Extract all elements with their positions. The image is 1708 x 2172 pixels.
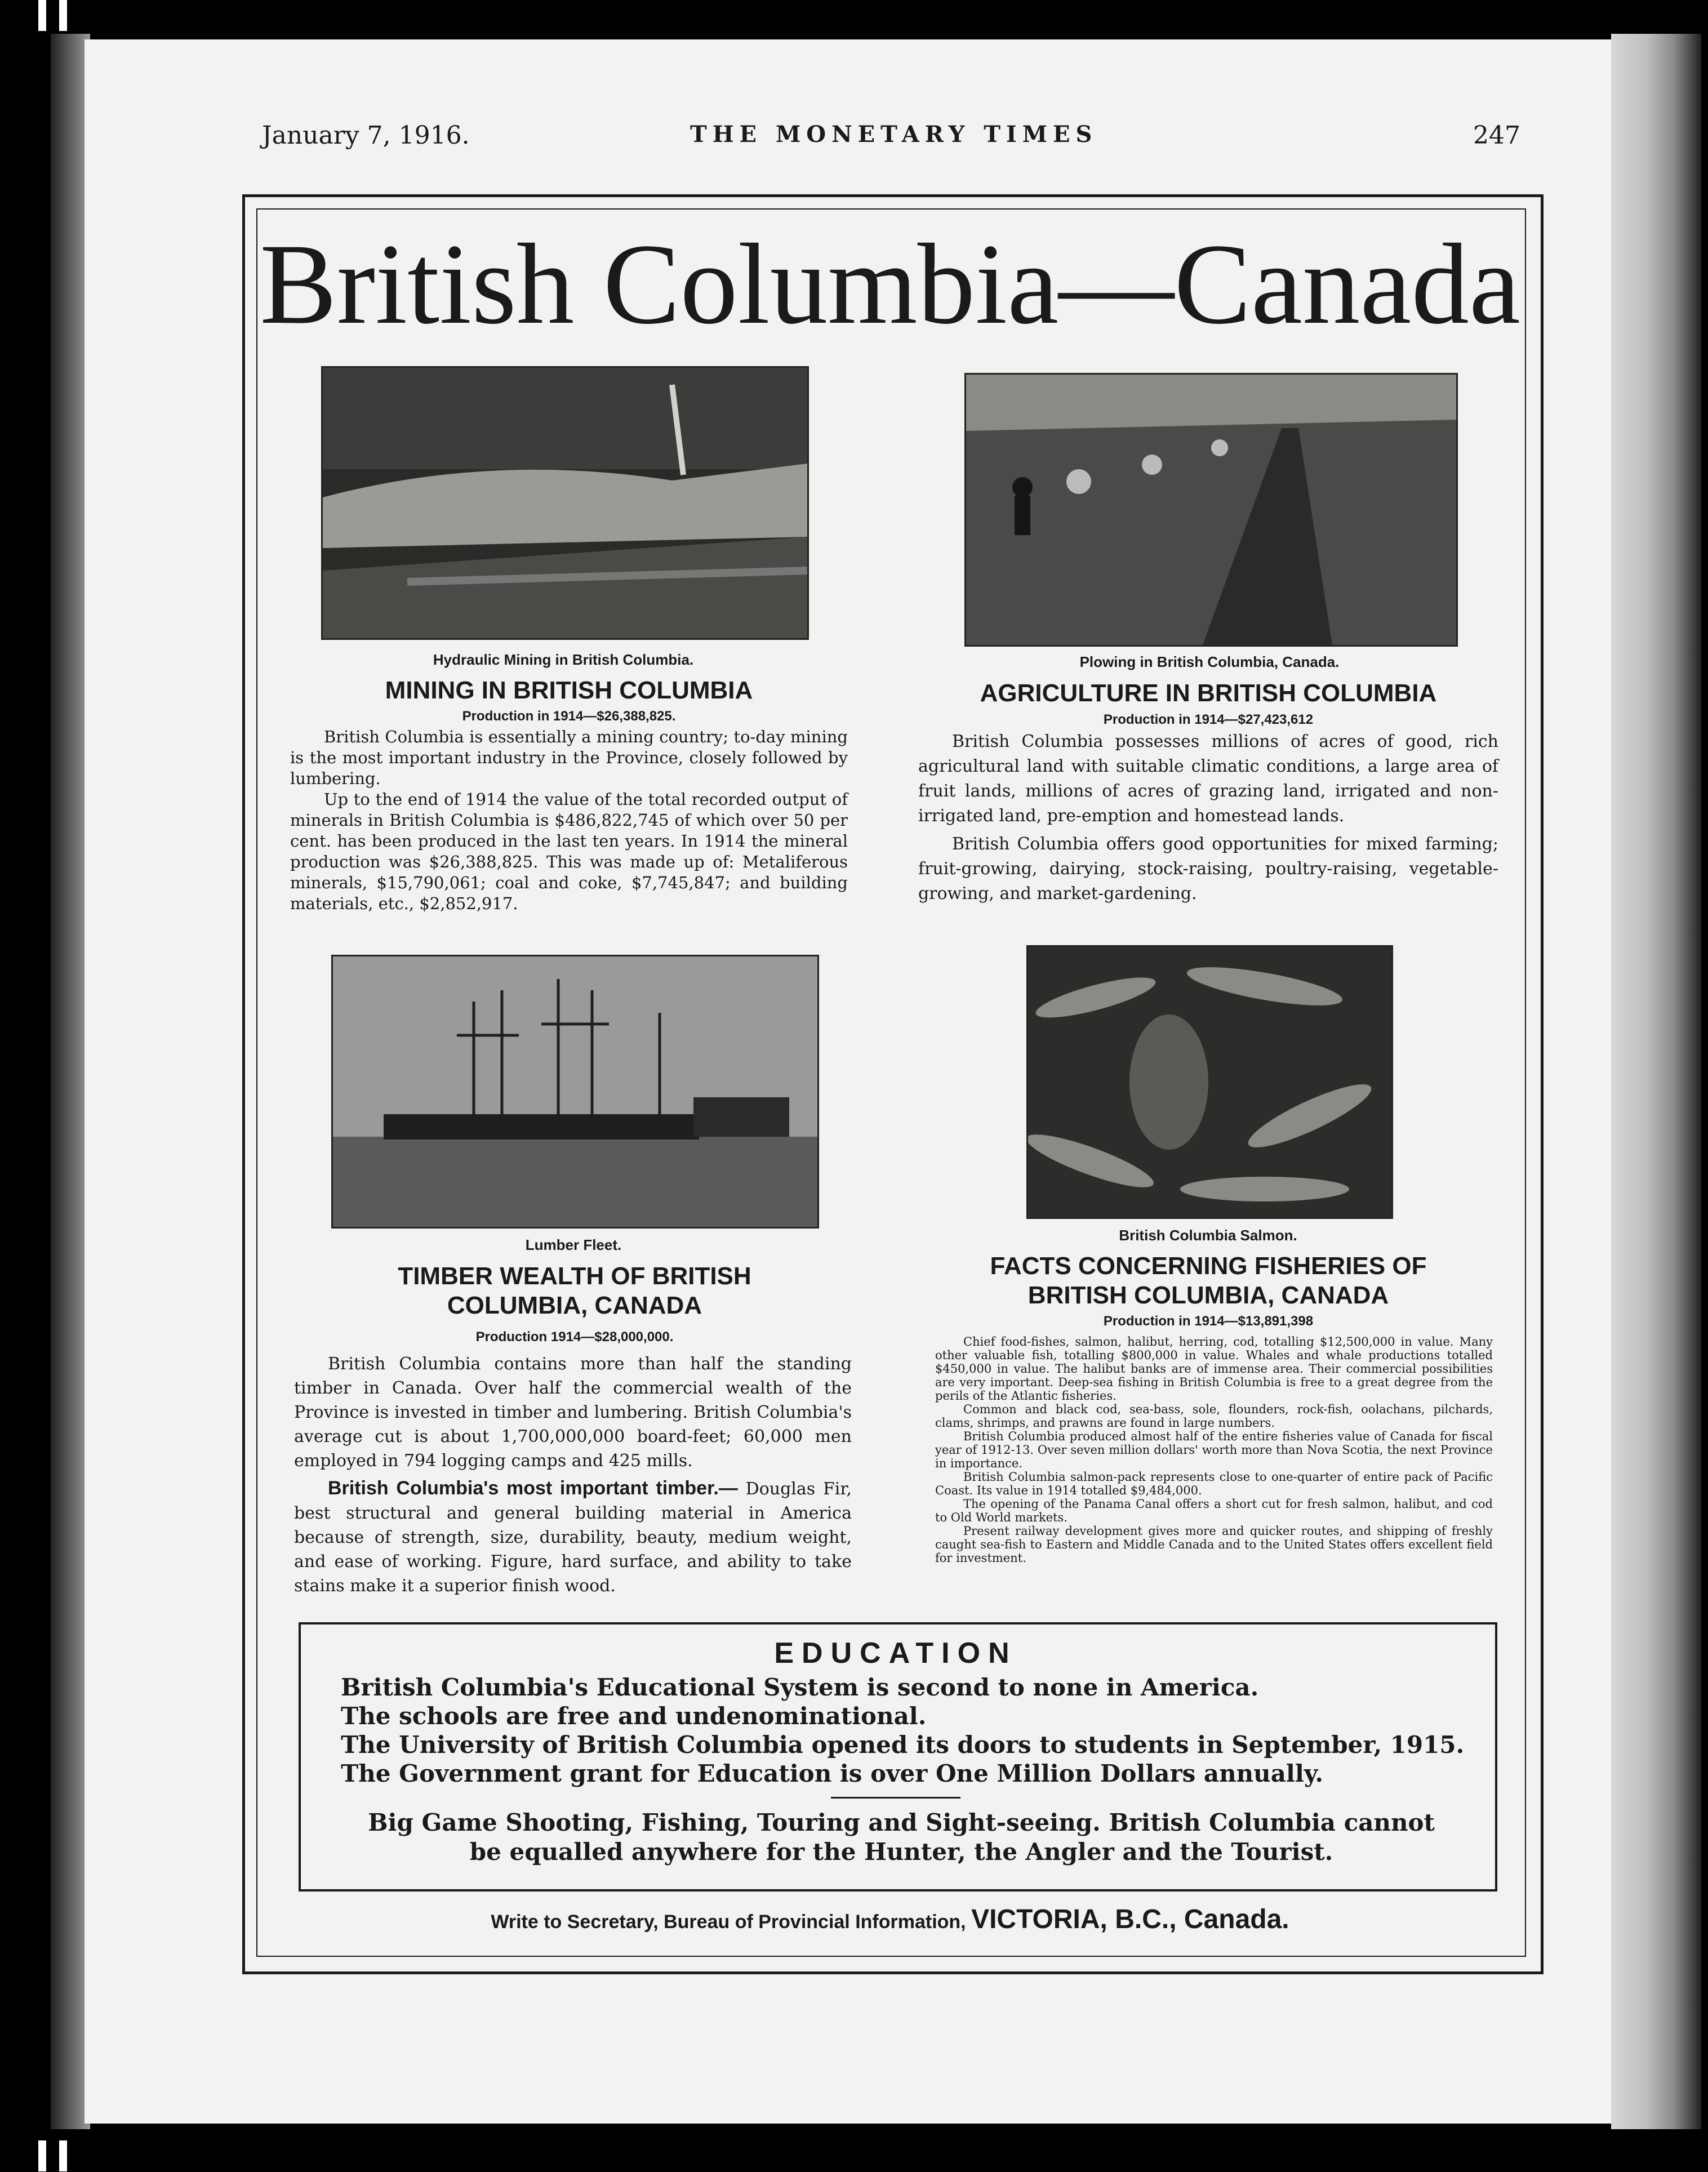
lumber-fleet-caption: Lumber Fleet. [525, 1236, 622, 1253]
fisheries-title-line-2: BRITISH COLUMBIA, CANADA [1028, 1281, 1389, 1309]
fisheries-paragraph-3: British Columbia produced almost half of the entire fisheries value of Canada for fiscal year of 1912-13. Over seven million dollars' worth more than Nova Scotia, the next Province in importance. [935, 1430, 1493, 1470]
education-divider [831, 1797, 960, 1799]
education-footer [332, 1808, 1470, 1867]
agriculture-body-text [918, 729, 1498, 906]
timber-paragraph: British Columbia contains more than half the standing timber in Canada. Over half the commercial wealth of the Province is invested in timber and lumbering. British Columbia's average cut is about 1,700,000,000 board-feet; 60,000 men employed in 794 logging camps and 425 mills. [294, 1354, 852, 1471]
page-number: 247 [1473, 121, 1520, 150]
mining-section-title: MINING IN BRITISH COLUMBIA [385, 676, 753, 704]
education-footer-line-2: be equalled anywhere for the Hunter, the Angler and the Tourist. [469, 1838, 1333, 1866]
film-edge-mark [59, 2140, 67, 2171]
fisheries-paragraph-1: Chief food-fishes, salmon, halibut, herring, cod, totalling $12,500,000 in value. Many other valuable fish, totalling $800,000 in value. Whales and whale productions totalled $450,000 in value. The halibut banks are of immense area. Their commercial possibilities are very important. Deep-sea fishing in British Columbia is free to a great degree from the perils of the Atlantic fisheries. [935, 1335, 1493, 1403]
timber-body-text [294, 1352, 852, 1598]
plowing-photo-caption: Plowing in British Columbia, Canada. [1079, 653, 1340, 670]
fisheries-paragraph-5: The opening of the Panama Canal offers a short cut for fresh salmon, halibut, and cod to Old World markets. [935, 1497, 1493, 1524]
timber-title-line-1: TIMBER WEALTH OF BRITISH [398, 1262, 751, 1290]
mining-photo-caption: Hydraulic Mining in British Columbia. [433, 651, 694, 668]
film-edge-mark [38, 2140, 46, 2171]
fisheries-production-figure: Production in 1914—$13,891,398 [1103, 1314, 1314, 1329]
fisheries-section-title [918, 1252, 1498, 1310]
fisheries-paragraph-4: British Columbia salmon-pack represents close to one-quarter of entire pack of Pacific Coast. Its value in 1914 totalled $9,484,000. [935, 1470, 1493, 1497]
salmon-photo-caption: British Columbia Salmon. [1119, 1227, 1297, 1244]
agriculture-paragraph-1: British Columbia possesses millions of acres of good, rich agricultural land with suitable climatic conditions, a large area of fruit lands, millions of acres of grazing land, irrigated and non-irrigated land, pre-emption and homestead lands. [918, 732, 1498, 826]
timber-production-figure: Production 1914—$28,000,000. [475, 1329, 674, 1345]
mining-paragraph-2: Up to the end of 1914 the value of the total recorded output of minerals in British Columbia is $486,822,745 of which over 50 per cent. has been produced in the last ten years. In 1914 the mineral production was $26,388,825. This was made up of: Metaliferous minerals, $15,790,061; coal and coke, $7,745,847; and building materials, etc., $2,852,917. [290, 790, 848, 913]
agriculture-production-figure: Production in 1914—$27,423,612 [1103, 712, 1314, 727]
fisheries-title-line-1: FACTS CONCERNING FISHERIES OF [990, 1252, 1427, 1280]
plowing-photo [964, 373, 1458, 647]
agriculture-section-title: AGRICULTURE IN BRITISH COLUMBIA [980, 679, 1437, 707]
salmon-photo [1026, 945, 1393, 1219]
contact-line [248, 1904, 1532, 1935]
mining-body-text [290, 727, 848, 914]
education-line-1: British Columbia's Educational System is second to none in America. [341, 1673, 1259, 1701]
education-line-2: The schools are free and undenominational. [341, 1702, 927, 1730]
education-line-3: The University of British Columbia opened its doors to students in September, 1915. [341, 1731, 1465, 1759]
education-title: EDUCATION [774, 1637, 1017, 1670]
publication-title: THE MONETARY TIMES [690, 121, 1098, 148]
timber-lead-paragraph [294, 1476, 852, 1598]
education-footer-line-1: Big Game Shooting, Fishing, Touring and Sight-seeing. British Columbia cannot [368, 1809, 1435, 1836]
mining-paragraph-1: British Columbia is essentially a mining country; to-day mining is the most important industry in the Province, closely followed by lumbering. [290, 727, 848, 788]
timber-lead-heading: British Columbia's most important timber.— [328, 1477, 738, 1499]
timber-title-line-2: COLUMBIA, CANADA [447, 1292, 702, 1319]
fisheries-paragraph-6: Present railway development gives more and quicker routes, and shipping of freshly caught sea-fish to Eastern and Middle Canada and to the United States offers excellent field for investment. [935, 1524, 1493, 1565]
lumber-fleet-photo [331, 955, 819, 1229]
contact-prefix: Write to Secretary, Bureau of Provincial Information, [491, 1911, 966, 1933]
agriculture-paragraph-2: British Columbia offers good opportunities for mixed farming; fruit-growing, dairying, stock-raising, poultry-raising, vegetable-growing, and market-gardening. [918, 834, 1498, 903]
fisheries-paragraph-2: Common and black cod, sea-bass, sole, flounders, rock-fish, oolachans, pilchards, clams, shrimps, and prawns are found in large numbers. [935, 1403, 1493, 1430]
film-edge-mark [59, 0, 67, 31]
education-lines [341, 1673, 1467, 1788]
fisheries-body-text [935, 1335, 1493, 1565]
timber-section-title [293, 1262, 856, 1320]
film-edge-mark [38, 0, 46, 31]
advertisement-headline: British Columbia—Canada [260, 220, 1520, 348]
education-line-4: The Government grant for Education is over One Million Dollars annually. [341, 1760, 1324, 1787]
page-stack-edge [1611, 34, 1701, 2129]
mining-production-figure: Production in 1914—$26,388,825. [462, 709, 676, 724]
hydraulic-mining-photo [321, 366, 809, 640]
timber-lead-text: Douglas Fir, best structural and general building material in America because of strength, size, durability, beauty, medium weight, and ease of working. Figure, hard surface, and ability to take stains make it a superior finish wood. [294, 1479, 852, 1596]
issue-date: January 7, 1916. [262, 121, 470, 150]
contact-place: VICTORIA, B.C., Canada. [971, 1904, 1289, 1934]
